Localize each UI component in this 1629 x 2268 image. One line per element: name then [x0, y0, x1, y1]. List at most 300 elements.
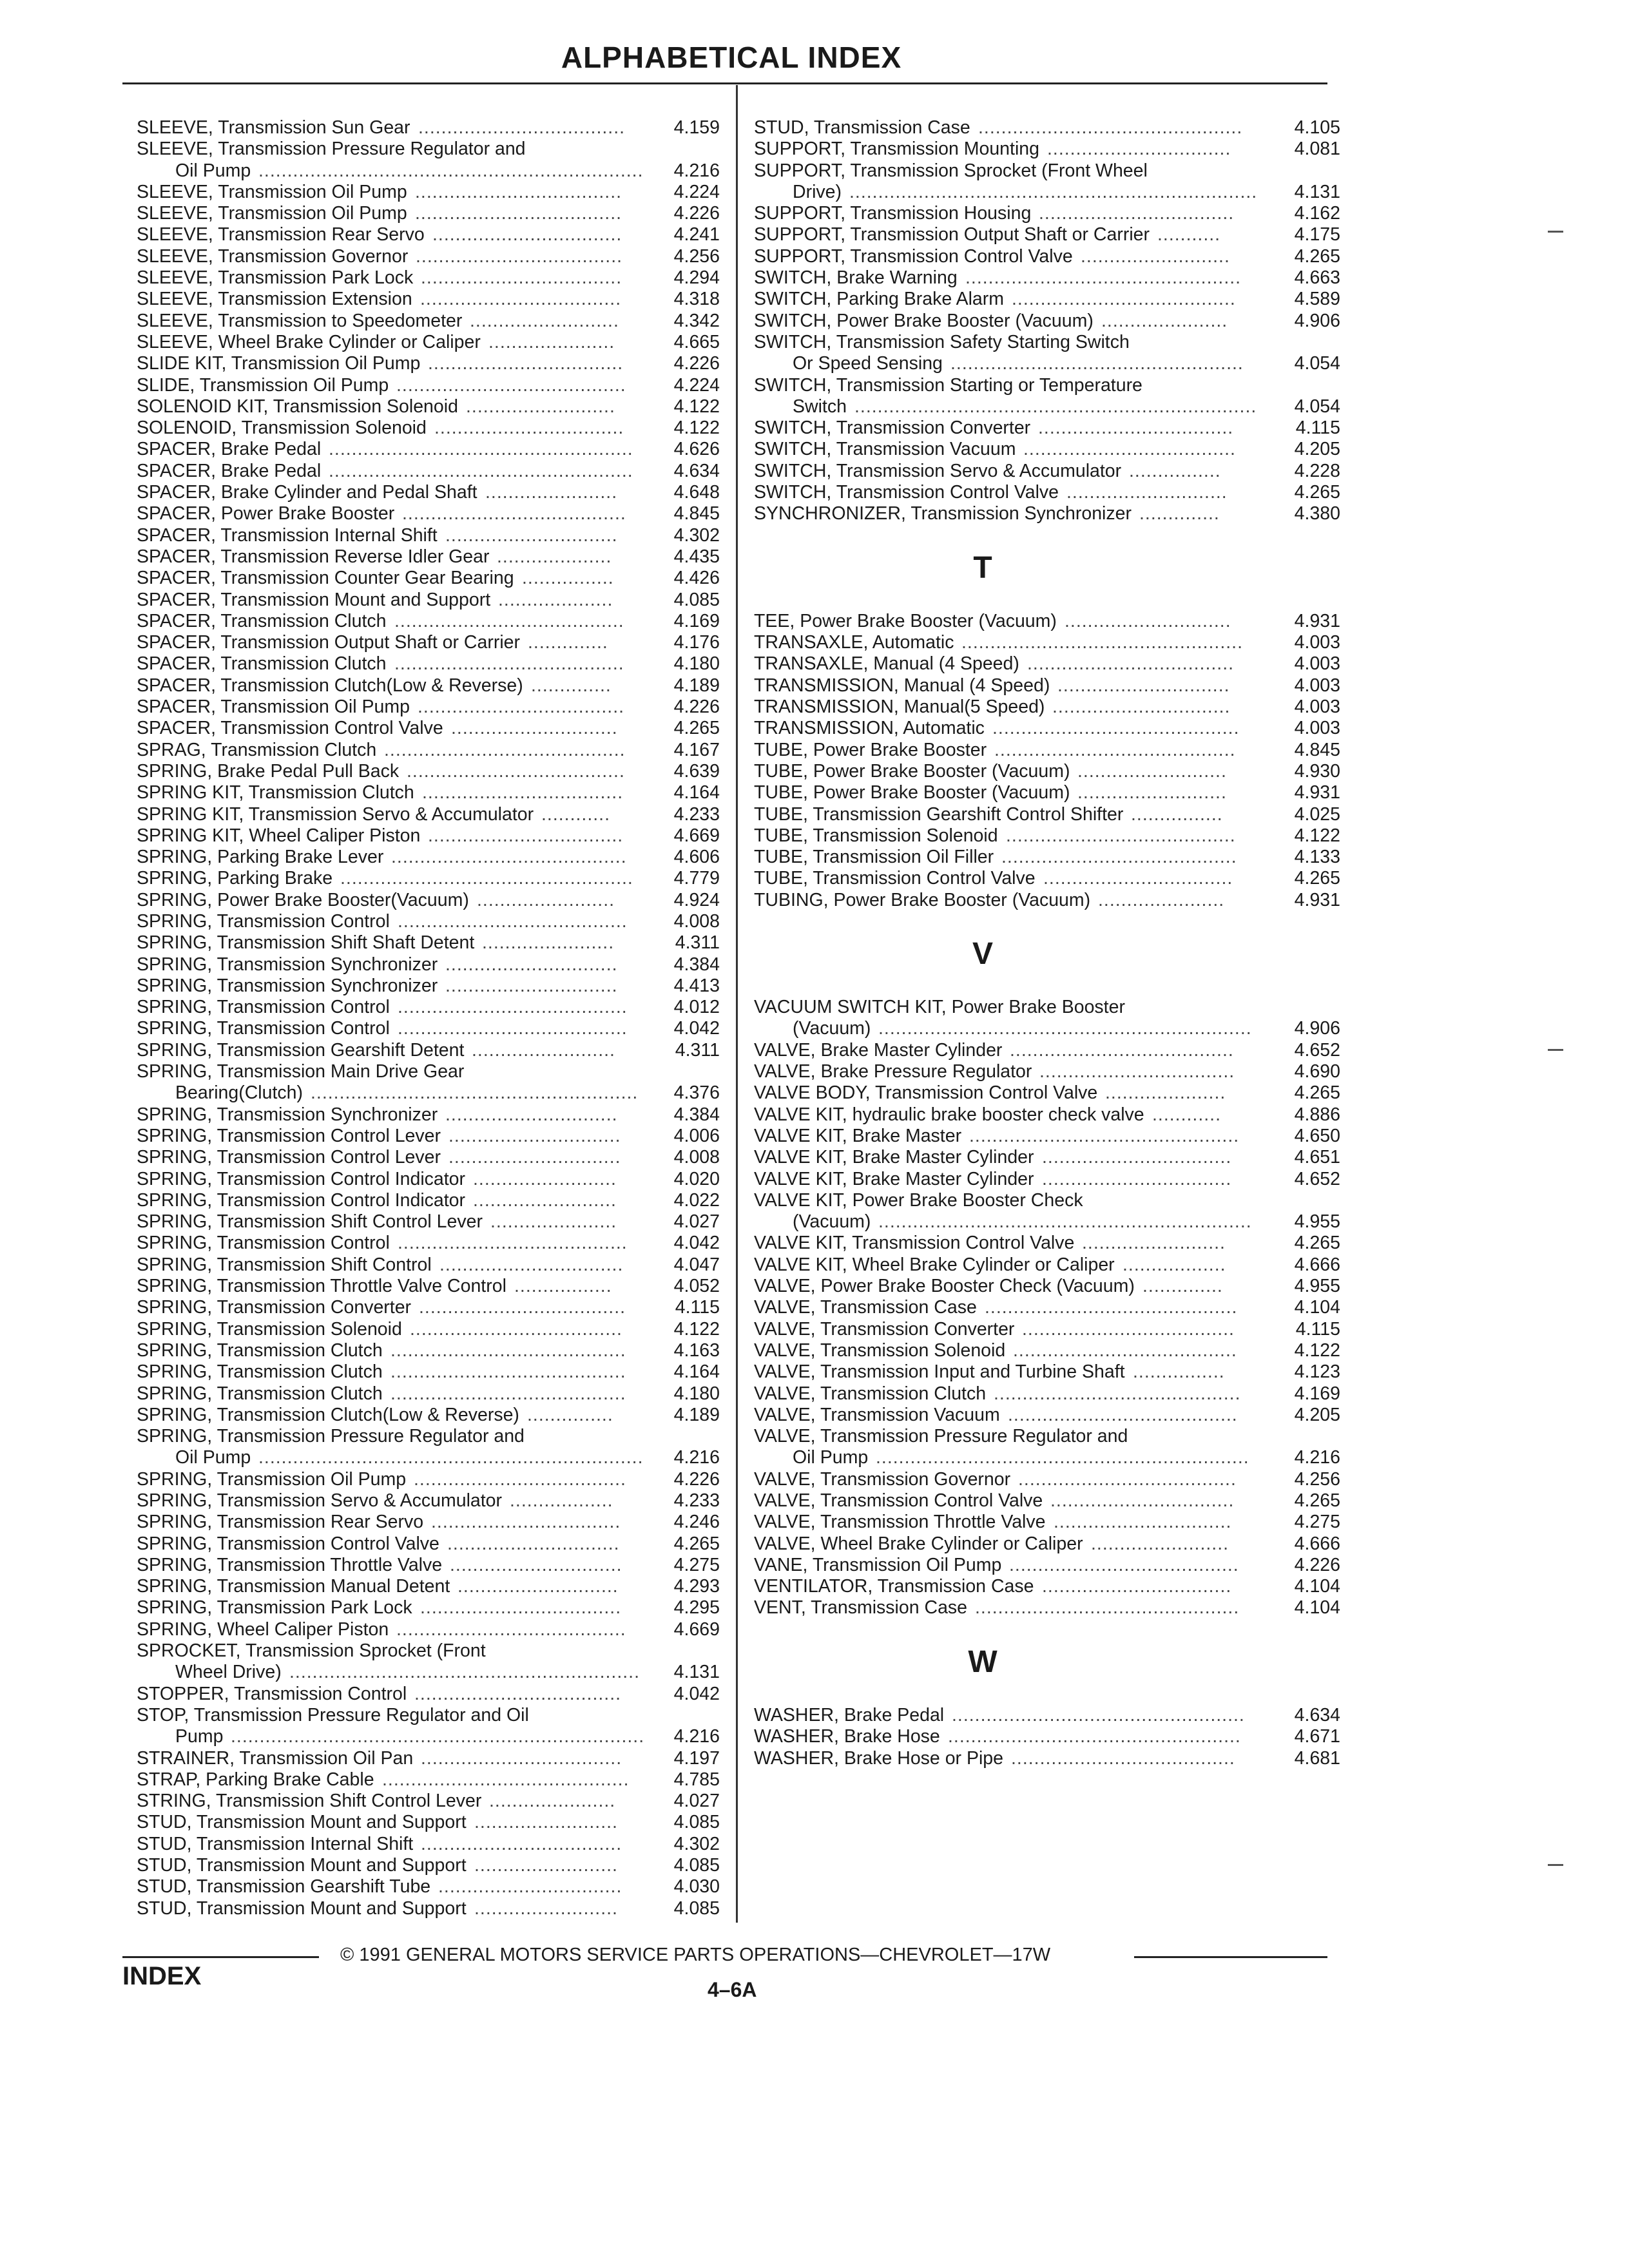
leader-dots: ................................................... [952, 1704, 1245, 1725]
index-entry [754, 1169, 1340, 1190]
entry-label: SPRING, Transmission Control Lever [137, 1147, 441, 1168]
entry-label: SOLENOID, Transmission Solenoid [137, 418, 427, 439]
leader-dots: .................. [510, 1490, 613, 1511]
entry-label: STUD, Transmission Mount and Support [137, 1812, 467, 1833]
leader-dots: ....................... [485, 482, 618, 503]
index-entry [754, 353, 1340, 374]
leader-dots: ................................................ [965, 267, 1242, 289]
entry-page-ref: 4.690 [1294, 1061, 1340, 1082]
entry-page-ref: 4.639 [673, 760, 720, 782]
entry-page-ref: 4.265 [1294, 868, 1340, 889]
index-entry [754, 139, 1340, 160]
entry-label: SYNCHRONIZER, Transmission Synchronizer [754, 503, 1132, 524]
entry-page-ref: 4.122 [673, 418, 720, 439]
index-entry [137, 139, 720, 160]
leader-dots: ...................... [488, 331, 615, 352]
index-entry [137, 1169, 720, 1190]
entry-page-ref: 4.020 [673, 1168, 720, 1189]
leader-dots: ...................... [1101, 310, 1228, 331]
index-entry [754, 997, 1340, 1018]
index-entry [137, 1104, 720, 1126]
index-entry [754, 1512, 1340, 1533]
entry-label: WASHER, Brake Pedal [754, 1704, 945, 1725]
entry-page-ref: 4.426 [673, 568, 720, 589]
leader-dots: ................................ [1047, 139, 1231, 160]
entry-label: TRANSMISSION, Manual(5 Speed) [754, 697, 1045, 718]
entry-label: SWITCH, Power Brake Booster (Vacuum) [754, 310, 1094, 331]
entry-label: SWITCH, Transmission Safety Starting Switch [754, 331, 1130, 352]
index-entry [137, 503, 720, 524]
index-entry [137, 1319, 720, 1340]
entry-page-ref: 4.666 [1294, 1533, 1340, 1554]
index-entry [754, 675, 1340, 697]
leader-dots: ........................................ [398, 1233, 628, 1254]
index-entry [754, 1126, 1340, 1147]
leader-dots: .................... [498, 589, 613, 610]
entry-label: SPACER, Transmission Internal Shift [137, 524, 438, 546]
index-entry [754, 224, 1340, 245]
entry-label: STUD, Transmission Case [754, 117, 970, 138]
index-entry [137, 1405, 720, 1426]
index-entry [137, 482, 720, 503]
leader-dots: ....................................................................... [849, 181, 1258, 202]
entry-page-ref: 4.226 [673, 1468, 720, 1490]
index-entry [137, 1361, 720, 1383]
entry-label: SPRING, Transmission Oil Pump [137, 1468, 407, 1490]
entry-label: SPRING, Transmission Control Indicator [137, 1189, 466, 1211]
leader-dots: .................................... [415, 203, 622, 224]
index-entry [137, 289, 720, 310]
entry-label: SPRING, Parking Brake [137, 868, 333, 889]
entry-label: TRANSMISSION, Automatic [754, 718, 985, 739]
entry-page-ref: 4.105 [1294, 117, 1340, 138]
entry-label: VANE, Transmission Oil Pump [754, 1554, 1002, 1575]
leader-dots: ...................... [490, 1211, 617, 1233]
leader-dots: ............ [541, 803, 611, 825]
leader-dots: .................................... [415, 181, 622, 202]
index-entry [137, 1340, 720, 1361]
entry-page-ref: 4.589 [1294, 289, 1340, 310]
entry-page-ref: 4.650 [1294, 1125, 1340, 1146]
leader-dots: ................. [514, 1276, 612, 1297]
leader-dots: ............................................... [969, 1125, 1240, 1146]
entry-page-ref: 4.027 [673, 1791, 720, 1812]
entry-label: SLEEVE, Transmission Pressure Regulator and [137, 139, 526, 160]
leader-dots: .................................... [418, 697, 625, 718]
page-title: ALPHABETICAL INDEX [561, 41, 902, 74]
entry-label: VALVE, Transmission Throttle Valve [754, 1512, 1046, 1533]
index-entry [137, 1040, 720, 1061]
entry-page-ref: 4.216 [673, 160, 720, 181]
entry-page-ref: 4.008 [673, 1147, 720, 1168]
entry-label: TRANSMISSION, Manual (4 Speed) [754, 675, 1050, 696]
entry-page-ref: 4.030 [673, 1876, 720, 1898]
entry-label: VALVE KIT, hydraulic brake booster check valve [754, 1104, 1144, 1125]
entry-label: (Vacuum) [793, 1211, 871, 1233]
index-entry [754, 396, 1340, 418]
leader-dots: ............................. [1065, 610, 1231, 631]
entry-label: SWITCH, Transmission Control Valve [754, 482, 1059, 503]
leader-dots: .............. [1139, 503, 1220, 524]
entry-label: VALVE, Transmission Converter [754, 1318, 1015, 1340]
entry-label: SPRING, Parking Brake Lever [137, 847, 384, 868]
leader-dots: ...................................... [1018, 1468, 1237, 1490]
leader-dots: ......................... [473, 1168, 617, 1189]
leader-dots: ........................................... [994, 1383, 1241, 1404]
entry-page-ref: 4.413 [673, 975, 720, 996]
entry-page-ref: 4.216 [673, 1726, 720, 1747]
entry-label: SPACER, Transmission Clutch [137, 653, 387, 675]
index-entry [137, 267, 720, 289]
index-entry [137, 461, 720, 482]
section-letter-t: T [973, 550, 992, 585]
index-entry [137, 332, 720, 353]
entry-page-ref: 4.003 [1294, 718, 1340, 739]
entry-label: SPACER, Brake Cylinder and Pedal Shaft [137, 482, 477, 503]
entry-label: Bearing(Clutch) [175, 1082, 303, 1104]
entry-page-ref: 4.906 [1294, 310, 1340, 331]
index-entry [754, 160, 1340, 182]
index-entry [137, 675, 720, 697]
index-entry [754, 439, 1340, 460]
entry-page-ref: 4.256 [673, 245, 720, 267]
leader-dots: ................................... [421, 267, 622, 289]
entry-page-ref: 4.180 [673, 653, 720, 675]
leader-dots: ................................... [421, 1747, 622, 1769]
index-entry [137, 1082, 720, 1104]
entry-label: SPACER, Transmission Output Shaft or Carrier [137, 632, 521, 653]
entry-page-ref: 4.104 [1294, 1576, 1340, 1597]
leader-dots: ......................... [474, 1898, 618, 1919]
leader-dots: ........................................... [382, 1769, 630, 1790]
index-entry [754, 1405, 1340, 1426]
entry-page-ref: 4.275 [673, 1554, 720, 1575]
entry-page-ref: 4.665 [673, 331, 720, 352]
entry-page-ref: 4.122 [673, 396, 720, 417]
entry-label: Drive) [793, 181, 842, 202]
entry-page-ref: 4.167 [673, 739, 720, 760]
index-entry [754, 1233, 1340, 1254]
index-entry [137, 932, 720, 954]
entry-page-ref: 4.164 [673, 782, 720, 803]
entry-label: TUBE, Transmission Control Valve [754, 868, 1036, 889]
entry-label: SLEEVE, Transmission Sun Gear [137, 117, 410, 138]
entry-page-ref: 4.652 [1294, 1168, 1340, 1189]
leader-dots: ........................................ [394, 610, 624, 631]
index-entry [137, 975, 720, 997]
leader-dots: ................................. [1042, 1168, 1232, 1189]
entry-label: SPRING, Transmission Park Lock [137, 1597, 412, 1619]
entry-page-ref: 4.342 [673, 310, 720, 331]
leader-dots: ....................................... [1012, 289, 1236, 310]
entry-label: SPRING, Brake Pedal Pull Back [137, 760, 400, 782]
entry-page-ref: 4.122 [1294, 1340, 1340, 1361]
index-entry [137, 224, 720, 245]
leader-dots: ..................................... [1022, 1318, 1235, 1340]
leader-dots: ................................. [431, 1512, 621, 1533]
entry-label: SUPPORT, Transmission Housing [754, 203, 1032, 224]
entry-page-ref: 4.384 [673, 954, 720, 975]
leader-dots: ............................................ [985, 1297, 1238, 1318]
entry-label: SPRAG, Transmission Clutch [137, 739, 377, 760]
index-entry [137, 1876, 720, 1898]
leader-dots: ......................................... [390, 1383, 626, 1404]
entry-page-ref: 4.085 [673, 589, 720, 610]
section-label: INDEX [122, 1962, 202, 1990]
entry-label: SPRING, Transmission Shift Control Lever [137, 1211, 483, 1233]
leader-dots: ................................... [421, 1833, 622, 1854]
entry-page-ref: 4.027 [673, 1211, 720, 1233]
entry-label: VALVE, Brake Pressure Regulator [754, 1061, 1032, 1082]
leader-dots: ................................................... [948, 1726, 1241, 1747]
entry-label: SPRING, Transmission Converter [137, 1297, 412, 1318]
index-entry [754, 718, 1340, 739]
index-entry [754, 503, 1340, 524]
index-entry [754, 697, 1340, 718]
entry-label: SPRING, Transmission Control [137, 910, 390, 932]
leader-dots: ................................ [1050, 1490, 1235, 1511]
index-entry [137, 1190, 720, 1211]
entry-label: VALVE KIT, Brake Master Cylinder [754, 1168, 1034, 1189]
index-entry [137, 997, 720, 1018]
index-entry [754, 1254, 1340, 1276]
leader-dots: .............. [1142, 1276, 1223, 1297]
leader-dots: ..................................................... [329, 460, 633, 481]
entry-label: VALVE, Brake Master Cylinder [754, 1039, 1003, 1061]
entry-page-ref: 4.652 [1294, 1039, 1340, 1061]
entry-page-ref: 4.175 [1294, 224, 1340, 245]
leader-dots: ................................... [420, 1597, 622, 1619]
entry-page-ref: 4.666 [1294, 1254, 1340, 1275]
index-entry [137, 1276, 720, 1297]
entry-page-ref: 4.233 [673, 803, 720, 825]
leader-dots: ......................... [474, 1812, 618, 1833]
index-entry [137, 1147, 720, 1168]
entry-label: VALVE BODY, Transmission Control Valve [754, 1082, 1098, 1104]
index-entry [754, 761, 1340, 782]
entry-page-ref: 4.294 [673, 267, 720, 289]
leader-dots: .............................. [1057, 675, 1230, 696]
leader-dots: ......................................... [390, 1361, 626, 1383]
leader-dots: ................ [1133, 1361, 1225, 1383]
leader-dots: .............................. [450, 1554, 622, 1575]
leader-dots: ................................. [1042, 1147, 1232, 1168]
leader-dots: ........................................ [1006, 825, 1236, 846]
entry-label: STRAP, Parking Brake Cable [137, 1769, 374, 1790]
leader-dots: ........................ [1091, 1533, 1229, 1554]
entry-page-ref: 4.681 [1294, 1747, 1340, 1769]
entry-label: SPRING, Transmission Clutch(Low & Reverse) [137, 1404, 519, 1425]
margin-mark [1548, 1864, 1563, 1866]
leader-dots: ...................... [1098, 889, 1225, 910]
leader-dots: ............................ [1066, 482, 1228, 503]
leader-dots: ................................................................... [258, 160, 644, 181]
entry-label: SPACER, Brake Pedal [137, 439, 322, 460]
index-entry [754, 203, 1340, 224]
leader-dots: ......................... [1082, 1233, 1226, 1254]
entry-label: SPACER, Transmission Reverse Idler Gear [137, 546, 490, 567]
index-entry [137, 246, 720, 267]
entry-page-ref: 4.104 [1294, 1297, 1340, 1318]
entry-page-ref: 4.265 [1294, 1082, 1340, 1104]
entry-page-ref: 4.886 [1294, 1104, 1340, 1125]
entry-label: SLEEVE, Transmission Rear Servo [137, 224, 425, 245]
entry-page-ref: 4.311 [675, 932, 720, 954]
entry-page-ref: 4.042 [673, 1683, 720, 1704]
entry-label: TUBE, Transmission Oil Filler [754, 847, 994, 868]
entry-label: TUBE, Power Brake Booster [754, 739, 987, 760]
entry-page-ref: 4.197 [673, 1747, 720, 1769]
leader-dots: .............................................. [975, 1597, 1240, 1619]
entry-label: STRING, Transmission Shift Control Lever [137, 1791, 482, 1812]
entry-label: SLEEVE, Transmission Park Lock [137, 267, 414, 289]
leader-dots: .............. [528, 632, 608, 653]
leader-dots: ........................................ [396, 374, 626, 396]
entry-label: SPACER, Power Brake Booster [137, 503, 395, 524]
index-entry [754, 1576, 1340, 1597]
entry-label: SLEEVE, Transmission Oil Pump [137, 181, 407, 202]
leader-dots: ................................... [422, 782, 624, 803]
index-entry [137, 1898, 720, 1919]
index-entry [137, 1126, 720, 1147]
entry-page-ref: 4.302 [673, 524, 720, 546]
entry-label: WASHER, Brake Hose [754, 1726, 940, 1747]
entry-page-ref: 4.131 [673, 1662, 720, 1683]
entry-page-ref: 4.008 [673, 910, 720, 932]
index-entry [754, 246, 1340, 267]
index-entry [754, 1040, 1340, 1061]
entry-page-ref: 4.634 [1294, 1704, 1340, 1725]
index-entry [137, 1834, 720, 1855]
entry-page-ref: 4.163 [673, 1340, 720, 1361]
entry-label: SLEEVE, Transmission Governor [137, 245, 409, 267]
entry-page-ref: 4.115 [675, 1297, 720, 1318]
index-entry [754, 1726, 1340, 1747]
entry-label: WASHER, Brake Hose or Pipe [754, 1747, 1003, 1769]
entry-page-ref: 4.906 [1294, 1018, 1340, 1039]
entry-page-ref: 4.226 [1294, 1554, 1340, 1575]
entry-page-ref: 4.189 [673, 1404, 720, 1425]
entry-label: SPRING, Transmission Clutch [137, 1340, 383, 1361]
leader-dots: ........................................ [1008, 1404, 1238, 1425]
entry-label: VALVE, Transmission Control Valve [754, 1490, 1043, 1511]
entry-label: SPROCKET, Transmission Sprocket (Front [137, 1640, 486, 1662]
entry-page-ref: 4.205 [1294, 439, 1340, 460]
leader-dots: ............................. [451, 718, 618, 739]
entry-page-ref: 4.164 [673, 1361, 720, 1383]
entry-page-ref: 4.115 [1295, 1318, 1340, 1340]
index-entry [137, 1297, 720, 1318]
entry-label: STUD, Transmission Mount and Support [137, 1855, 467, 1876]
index-entry [137, 718, 720, 739]
index-entry [137, 954, 720, 975]
leader-dots: .......................... [466, 396, 615, 417]
page-number: 4–6A [708, 1978, 757, 2001]
entry-label: SPRING, Transmission Pressure Regulator and [137, 1426, 525, 1447]
index-entry [754, 311, 1340, 332]
entry-page-ref: 4.122 [673, 1318, 720, 1340]
entry-label: SPRING, Transmission Control Lever [137, 1125, 441, 1146]
entry-label: VALVE KIT, Brake Master [754, 1125, 962, 1146]
entry-label: VENT, Transmission Case [754, 1597, 968, 1619]
copyright-notice: © 1991 GENERAL MOTORS SERVICE PARTS OPERATIONS—CHEVROLET—17W [340, 1945, 1051, 1965]
entry-label: SPRING, Transmission Control [137, 1018, 390, 1039]
index-entry [137, 782, 720, 803]
index-entry [137, 160, 720, 182]
entry-page-ref: 4.931 [1294, 610, 1340, 631]
entry-page-ref: 4.115 [1295, 418, 1340, 439]
leader-dots: .......................... [470, 310, 619, 331]
index-entry [137, 1447, 720, 1468]
index-entry [137, 396, 720, 418]
leader-dots: ................................................. [961, 632, 1243, 653]
entry-label: SPACER, Brake Pedal [137, 460, 322, 481]
entry-page-ref: 4.003 [1294, 697, 1340, 718]
entry-label: SPRING, Transmission Throttle Valve [137, 1554, 443, 1575]
leader-dots: ......................................................... [311, 1082, 639, 1104]
entry-label: Oil Pump [175, 160, 251, 181]
entry-label: SPRING, Transmission Solenoid [137, 1318, 402, 1340]
entry-page-ref: 4.669 [673, 825, 720, 846]
entry-label: VALVE KIT, Transmission Control Valve [754, 1233, 1075, 1254]
entry-page-ref: 4.256 [1294, 1468, 1340, 1490]
leader-dots: .............................. [445, 954, 618, 975]
index-entry [137, 825, 720, 847]
column-divider [736, 85, 738, 1923]
entry-label: TUBING, Power Brake Booster (Vacuum) [754, 889, 1091, 910]
leader-dots: .......................... [1081, 245, 1230, 267]
entry-page-ref: 4.085 [673, 1898, 720, 1919]
entry-page-ref: 4.131 [1294, 181, 1340, 202]
entry-page-ref: 4.216 [1294, 1447, 1340, 1468]
entry-page-ref: 4.265 [1294, 1233, 1340, 1254]
index-entry [754, 1190, 1340, 1211]
entry-page-ref: 4.265 [673, 718, 720, 739]
leader-dots: ................................... [420, 289, 622, 310]
entry-label: VACUUM SWITCH KIT, Power Brake Booster [754, 997, 1125, 1018]
entry-page-ref: 4.246 [673, 1512, 720, 1533]
entry-label: SLEEVE, Transmission Oil Pump [137, 203, 407, 224]
entry-page-ref: 4.123 [1294, 1361, 1340, 1383]
entry-page-ref: 4.180 [673, 1383, 720, 1404]
leader-dots: .............................. [445, 524, 618, 546]
leader-dots: .............................. [445, 1104, 618, 1125]
leader-dots: ................................. [1043, 868, 1233, 889]
index-entry [137, 1791, 720, 1812]
entry-page-ref: 4.003 [1294, 632, 1340, 653]
leader-dots: ......................... [472, 1039, 615, 1061]
entry-page-ref: 4.003 [1294, 653, 1340, 675]
leader-dots: ............ [1152, 1104, 1222, 1125]
index-entry [137, 117, 720, 139]
leader-dots: ........................................ [398, 1018, 628, 1039]
index-entry [754, 825, 1340, 847]
leader-dots: .......................................... [384, 739, 626, 760]
leader-dots: ......................................... [390, 1340, 626, 1361]
index-entry [754, 1361, 1340, 1383]
entry-label: Oil Pump [793, 1447, 869, 1468]
entry-label: SPRING, Power Brake Booster(Vacuum) [137, 889, 469, 910]
entry-label: SPRING, Transmission Control Indicator [137, 1168, 466, 1189]
index-entry [137, 911, 720, 932]
entry-page-ref: 4.085 [673, 1855, 720, 1876]
index-entry [754, 847, 1340, 868]
leader-dots: .................................... [418, 117, 626, 138]
index-entry [754, 461, 1340, 482]
entry-page-ref: 4.648 [673, 482, 720, 503]
index-entry [754, 1018, 1340, 1039]
index-entry [137, 1061, 720, 1082]
